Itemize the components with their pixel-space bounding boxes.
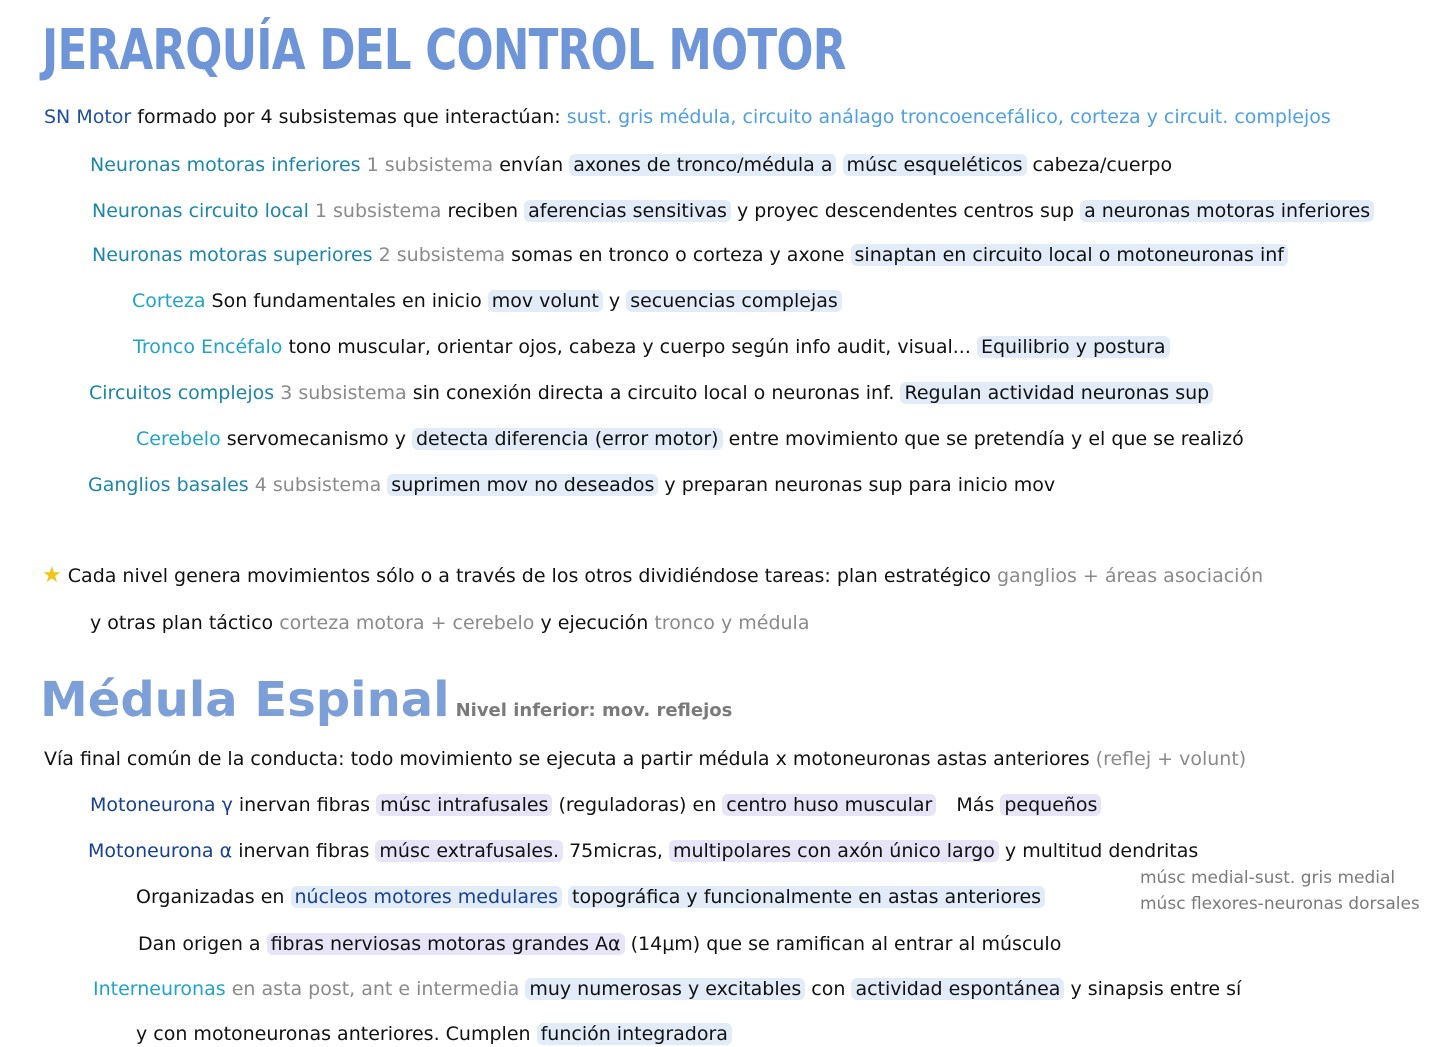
text: y ejecución (540, 612, 649, 634)
section-title: Médula Espinal (40, 672, 450, 728)
text: reciben (447, 200, 519, 222)
highlight: núcleos motores medulares (291, 886, 563, 908)
highlight: centro huso muscular (722, 794, 936, 816)
term: Interneuronas (93, 978, 226, 1000)
text: y multitud dendritas (1004, 840, 1199, 862)
highlight: función integradora (537, 1023, 732, 1045)
highlight: Equilibrio y postura (977, 336, 1170, 358)
text: entre movimiento que se pretendía y el que se realizó (728, 428, 1244, 450)
term: Motoneurona α (88, 840, 233, 862)
note-line (136, 1021, 732, 1047)
term: Cerebelo (136, 428, 221, 450)
text: con (811, 978, 846, 1000)
text: (reguladoras) en (558, 794, 717, 816)
highlight: actividad espontánea (851, 978, 1064, 1000)
note-line (44, 746, 1246, 772)
term: Corteza (132, 290, 206, 312)
text: formado por 4 subsistemas que interactúan: (137, 106, 561, 128)
text: Son fundamentales en inicio (211, 290, 482, 312)
text: Dan origen a (138, 933, 261, 955)
side-note: músc medial-sust. gris medial (1140, 868, 1396, 888)
text: y sinapsis entre sí (1070, 978, 1242, 1000)
highlight: sinaptan en circuito local o motoneuronas inf (851, 244, 1288, 266)
side-note: músc flexores-neuronas dorsales (1140, 894, 1420, 914)
gray-note: tronco y médula (654, 612, 810, 634)
text: (14μm) que se ramifican al entrar al músculo (630, 933, 1062, 955)
text: y preparan neuronas sup para inicio mov (664, 474, 1056, 496)
note-line (90, 610, 809, 636)
subsystems-list: sust. gris médula, circuito análago troncoencefálico, corteza y circuit. complejos (566, 106, 1331, 128)
note-line (136, 884, 1045, 910)
section-subtitle: Nivel inferior: mov. reflejos (455, 700, 733, 721)
highlight: pequeños (1000, 794, 1101, 816)
text: y (608, 290, 621, 312)
note-line (89, 380, 1213, 406)
term-sn-motor: SN Motor (44, 106, 132, 128)
highlight: detecta diferencia (error motor) (412, 428, 723, 450)
text: y otras plan táctico (90, 612, 274, 634)
text: somas en tronco o corteza y axone (511, 244, 845, 266)
text: tono muscular, orientar ojos, cabeza y cuerpo según info audit, visual... (288, 336, 971, 358)
highlight: topográfica y funcionalmente en astas anteriores (568, 886, 1045, 908)
subsystem-label: 1 subsistema (314, 200, 442, 222)
note-line (132, 288, 842, 314)
note-line (90, 152, 1172, 178)
note-line (88, 838, 1198, 864)
highlight: músc intrafusales (376, 794, 552, 816)
text: Vía final común de la conducta: todo movimiento se ejecuta a partir médula x motoneuronas astas anteriores (44, 748, 1090, 770)
text: sin conexión directa a circuito local o neuronas inf. (412, 382, 895, 404)
note-line (92, 242, 1288, 268)
highlight: axones de tronco/médula a (569, 154, 836, 176)
term: Neuronas circuito local (92, 200, 309, 222)
term: Circuitos complejos (89, 382, 275, 404)
gray-note: ganglios + áreas asociación (996, 565, 1264, 587)
highlight: suprimen mov no deseados (387, 474, 658, 496)
subsystem-label: 2 subsistema (378, 244, 506, 266)
text: Cada nivel genera movimientos sólo o a través de los otros dividiéndose tareas: plan estratégico (67, 565, 991, 587)
highlight: músc extrafusales. (375, 840, 563, 862)
gray-note: en asta post, ant e intermedia (231, 978, 520, 1000)
highlight: secuencias complejas (626, 290, 842, 312)
note-line (93, 976, 1241, 1002)
text: Organizadas en (136, 886, 285, 908)
section-heading (40, 670, 732, 741)
highlight: aferencias sensitivas (524, 200, 731, 222)
intro-line (44, 104, 1331, 130)
term: Neuronas motoras inferiores (90, 154, 361, 176)
text: inervan fibras (238, 840, 370, 862)
subsystem-label: 3 subsistema (280, 382, 407, 404)
text: envían (499, 154, 564, 176)
note-line (133, 334, 1170, 360)
highlight: mov volunt (488, 290, 603, 312)
gray-note: (reflej + volunt) (1095, 748, 1247, 770)
text: y con motoneuronas anteriores. Cumplen (136, 1023, 531, 1045)
highlight: multipolares con axón único largo (669, 840, 999, 862)
note-line (136, 426, 1244, 452)
note-line (88, 472, 1055, 498)
term: Motoneurona γ (90, 794, 233, 816)
highlight: muy numerosas y excitables (525, 978, 805, 1000)
subsystem-label: 1 subsistema (366, 154, 494, 176)
highlight: músc esqueléticos (843, 154, 1027, 176)
text: Más (956, 794, 995, 816)
text: cabeza/cuerpo (1032, 154, 1173, 176)
note-line (138, 931, 1061, 957)
highlight: fibras nerviosas motoras grandes Aα (267, 933, 625, 955)
note-line (90, 792, 1101, 818)
star-icon: ★ (42, 563, 62, 588)
text: 75micras, (569, 840, 663, 862)
text: y proyec descendentes centros sup (736, 200, 1075, 222)
text: servomecanismo y (226, 428, 406, 450)
note-line (92, 198, 1374, 224)
highlight: Regulan actividad neuronas sup (900, 382, 1213, 404)
page-title: JERARQUÍA DEL CONTROL MOTOR (42, 18, 846, 83)
highlight: a neuronas motoras inferiores (1080, 200, 1374, 222)
gray-note: corteza motora + cerebelo (279, 612, 535, 634)
term: Neuronas motoras superiores (92, 244, 373, 266)
term: Tronco Encéfalo (133, 336, 283, 358)
note-line (42, 563, 1263, 589)
text: inervan fibras (238, 794, 371, 816)
term: Ganglios basales (88, 474, 249, 496)
subsystem-label: 4 subsistema (254, 474, 382, 496)
